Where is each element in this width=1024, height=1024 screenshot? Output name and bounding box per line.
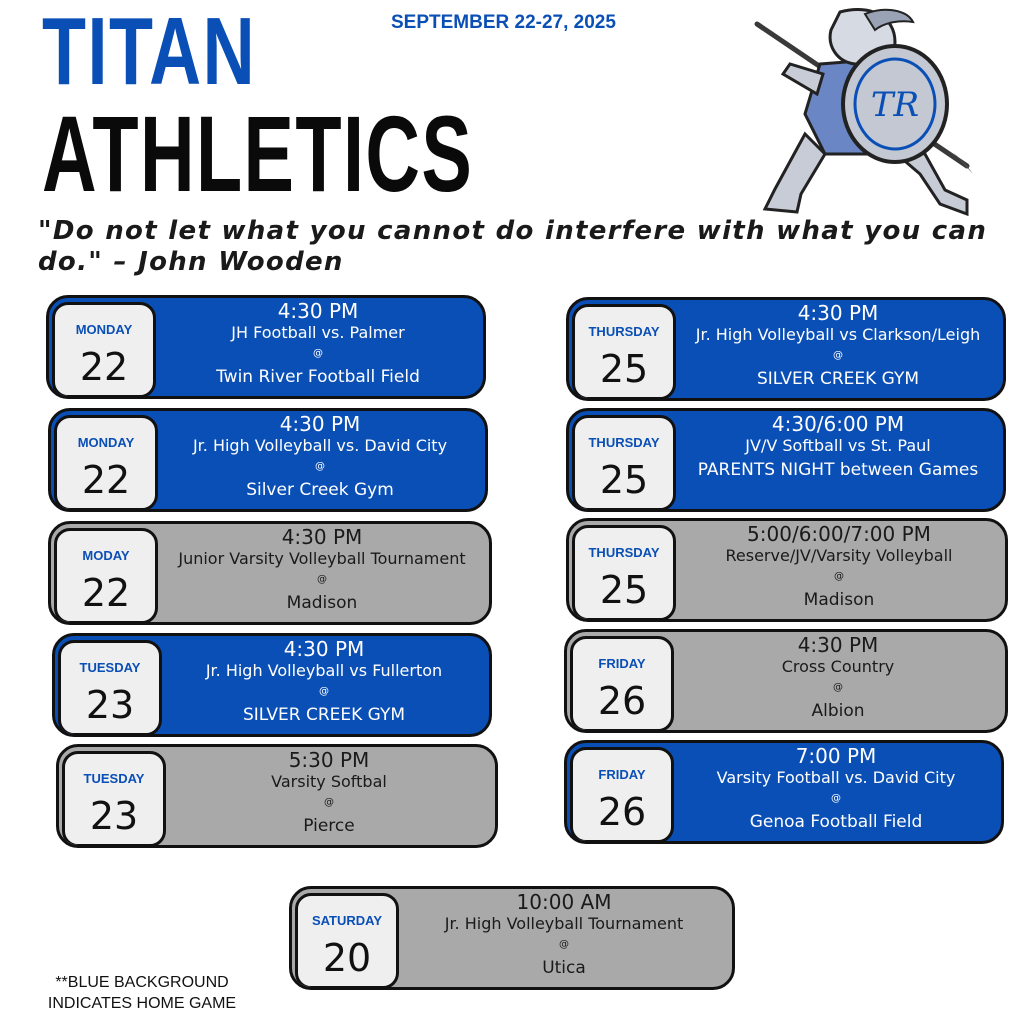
day-name: THURSDAY	[588, 545, 660, 560]
date-range: SEPTEMBER 22-27, 2025	[391, 12, 616, 33]
date-box	[54, 528, 158, 624]
event-info	[169, 749, 489, 839]
event-title: Jr. High Volleyball vs. David City	[192, 436, 448, 455]
event-time: 4:30 PM	[797, 633, 879, 657]
date-box	[572, 415, 676, 511]
date-box	[52, 302, 156, 398]
title-line-2: ATHLETICS	[42, 93, 474, 214]
event-title: Junior Varsity Volleyball Tournament	[178, 549, 466, 568]
event-location: Silver Creek Gym	[246, 480, 394, 500]
event-time: 4:30 PM	[283, 637, 365, 661]
event-title: Jr. High Volleyball vs Fullerton	[205, 661, 443, 680]
event-card	[566, 518, 1008, 622]
at-symbol: @	[319, 686, 329, 697]
day-number: 23	[89, 794, 139, 838]
at-symbol: @	[833, 350, 843, 361]
day-name: FRIDAY	[598, 767, 646, 782]
day-name: THURSDAY	[588, 324, 660, 339]
at-symbol: @	[834, 571, 844, 582]
at-symbol: @	[317, 574, 327, 585]
event-time: 4:30 PM	[277, 299, 359, 323]
titan-knight-mascot-icon	[735, 4, 980, 220]
event-location: PARENTS NIGHT between Games	[697, 460, 979, 480]
at-symbol: @	[831, 793, 841, 804]
day-name: FRIDAY	[598, 656, 646, 671]
event-location: SILVER CREEK GYM	[242, 705, 406, 725]
event-location: Madison	[286, 593, 358, 613]
day-number: 22	[81, 458, 131, 502]
day-number: 25	[599, 347, 649, 391]
event-title: Cross Country	[781, 657, 895, 676]
event-time: 5:30 PM	[288, 748, 370, 772]
day-name: MONDAY	[75, 322, 133, 337]
event-time: 5:00/6:00/7:00 PM	[747, 522, 931, 546]
event-time: 7:00 PM	[795, 744, 877, 768]
day-name: MODAY	[82, 548, 130, 563]
event-info	[677, 634, 999, 724]
event-time: 4:30 PM	[279, 412, 361, 436]
event-card	[48, 408, 488, 512]
date-box	[295, 893, 399, 989]
day-name: THURSDAY	[588, 435, 660, 450]
event-title: Varsity Softbal	[271, 772, 387, 791]
date-box	[572, 525, 676, 621]
event-info	[679, 413, 997, 483]
event-card	[564, 740, 1004, 844]
event-time: 10:00 AM	[516, 890, 612, 914]
date-box	[572, 304, 676, 400]
event-card	[46, 295, 486, 399]
at-symbol: @	[324, 797, 334, 808]
event-location: Pierce	[303, 816, 355, 836]
event-card	[52, 633, 492, 737]
event-title: Reserve/JV/Varsity Volleyball	[725, 546, 953, 565]
event-location: Twin River Football Field	[216, 367, 420, 387]
event-location: SILVER CREEK GYM	[756, 369, 920, 389]
note-line-2: INDICATES HOME GAME	[47, 995, 237, 1012]
date-box	[58, 640, 162, 736]
event-location: Albion	[811, 701, 865, 721]
date-box	[570, 747, 674, 843]
day-number: 22	[81, 571, 131, 615]
day-name: MONDAY	[77, 435, 135, 450]
date-box	[54, 415, 158, 511]
event-location: Utica	[542, 958, 586, 978]
event-card	[566, 408, 1006, 512]
event-time: 4:30 PM	[281, 525, 363, 549]
event-location: Genoa Football Field	[749, 812, 923, 832]
event-title: Jr. High Volleyball Tournament	[444, 914, 684, 933]
note-line-1: **BLUE BACKGROUND	[55, 974, 229, 991]
day-number: 23	[85, 683, 135, 727]
event-card	[48, 521, 492, 625]
day-number: 25	[599, 568, 649, 612]
at-symbol: @	[315, 461, 325, 472]
day-name: TUESDAY	[83, 771, 145, 786]
inspirational-quote: "Do not let what you cannot do interfere with what you can do." – John Wooden	[38, 216, 988, 277]
day-number: 20	[322, 936, 372, 980]
date-box	[570, 636, 674, 732]
event-time: 4:30/6:00 PM	[771, 412, 905, 436]
day-number: 22	[79, 345, 129, 389]
at-symbol: @	[559, 939, 569, 950]
event-info	[161, 413, 479, 503]
event-location: Madison	[803, 590, 875, 610]
day-name: SATURDAY	[311, 913, 383, 928]
at-symbol: @	[833, 682, 843, 693]
event-info	[679, 302, 997, 392]
day-number: 25	[599, 458, 649, 502]
mascot-monogram: TR	[870, 85, 920, 125]
day-number: 26	[597, 790, 647, 834]
title-line-1: TITAN	[42, 0, 257, 105]
event-title: Jr. High Volleyball vs Clarkson/Leigh	[695, 325, 981, 344]
event-card	[56, 744, 498, 848]
event-info	[159, 300, 477, 390]
event-card	[564, 629, 1008, 733]
date-box	[62, 751, 166, 847]
event-title: Varsity Football vs. David City	[716, 768, 956, 787]
event-time: 4:30 PM	[797, 301, 879, 325]
event-title: JH Football vs. Palmer	[231, 323, 405, 342]
day-number: 26	[597, 679, 647, 723]
day-name: TUESDAY	[79, 660, 141, 675]
event-info	[677, 745, 995, 835]
event-card	[289, 886, 735, 990]
home-game-note	[36, 972, 248, 1014]
event-card	[566, 297, 1006, 401]
event-info	[161, 526, 483, 616]
event-info	[679, 523, 999, 613]
event-title: JV/V Softball vs St. Paul	[745, 436, 931, 455]
at-symbol: @	[313, 348, 323, 359]
event-info	[402, 891, 726, 981]
event-info	[165, 638, 483, 728]
